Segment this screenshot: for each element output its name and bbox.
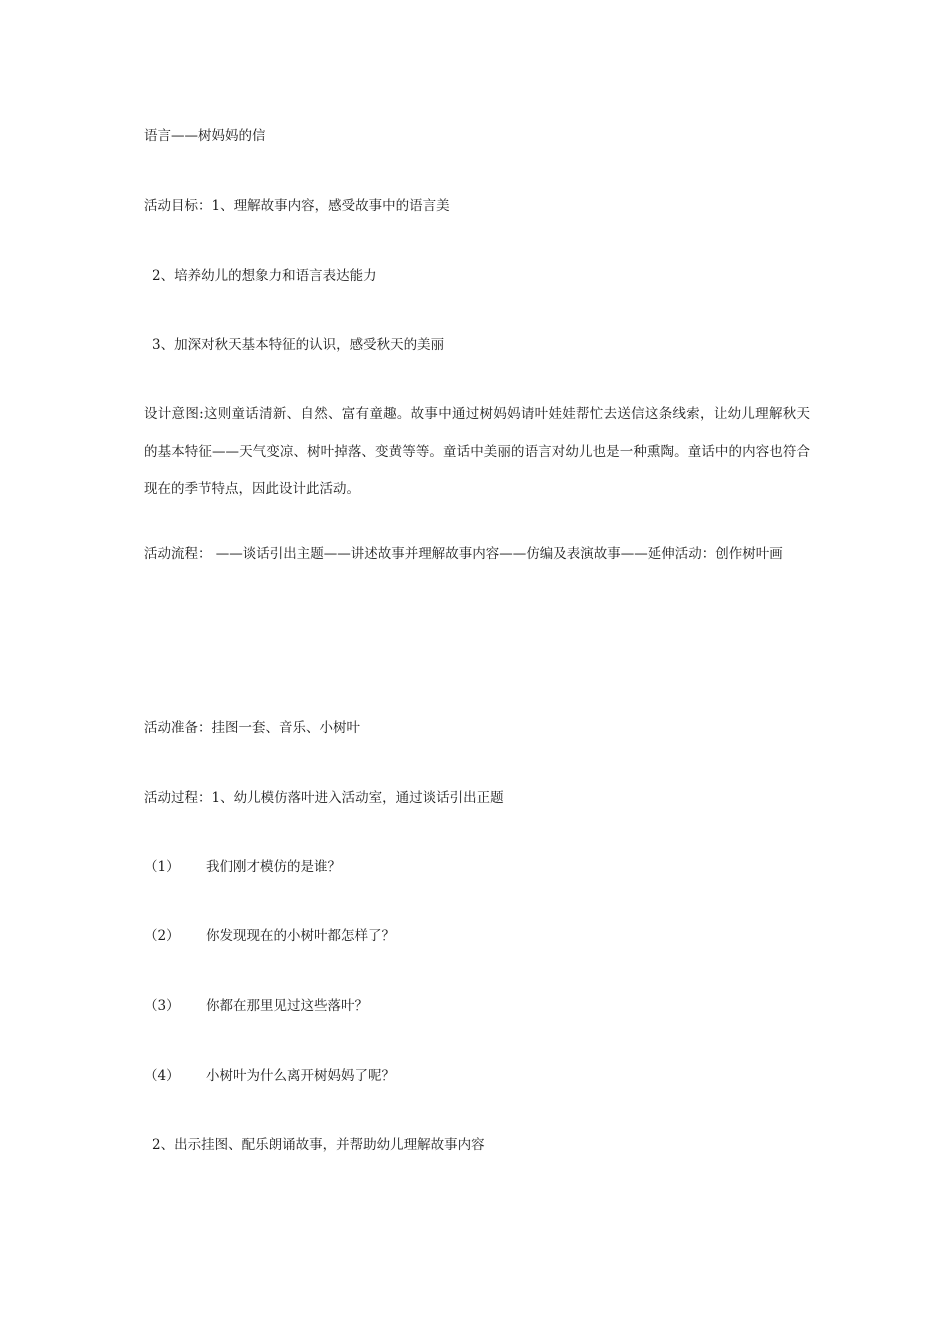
design-intent-paragraph: 设计意图:这则童话清新、自然、富有童趣。故事中通过树妈妈请叶娃娃帮忙去送信这条线索，让幼儿理解秋天的基本特征——天气变凉、树叶掉落、变黄等等。童话中美丽的语言对幼儿也是一种熏陶。童话中的内容也符合现在的季节特点，因此设计此活动。 [144, 406, 810, 497]
question-text: 小树叶为什么离开树妈妈了呢？ [206, 1068, 395, 1084]
goals-line-3: 3、加深对秋天基本特征的认识，感受秋天的美丽 [152, 337, 445, 353]
question-text: 你发现现在的小树叶都怎样了？ [206, 928, 395, 944]
question-text: 你都在那里见过这些落叶？ [206, 998, 368, 1014]
question-item [144, 1066, 395, 1086]
question-number: （3） [144, 998, 180, 1014]
question-item [144, 926, 395, 946]
process-line-1: 活动过程：1、幼儿模仿落叶进入活动室，通过谈话引出正题 [144, 790, 504, 806]
goals-line-1: 活动目标：1、理解故事内容，感受故事中的语言美 [144, 198, 450, 214]
goals-line-2: 2、培养幼儿的想象力和语言表达能力 [152, 268, 377, 284]
process-line-2: 2、出示挂图、配乐朗诵故事，并帮助幼儿理解故事内容 [152, 1137, 485, 1153]
question-number: （4） [144, 1068, 180, 1084]
activity-flow-paragraph: 活动流程： ——谈话引出主题——讲述故事并理解故事内容——仿编及表演故事——延伸活动：创作树叶画 [144, 546, 783, 562]
document-title: 语言——树妈妈的信 [144, 128, 266, 144]
question-item [144, 857, 341, 877]
question-number: （2） [144, 928, 180, 944]
activity-preparation: 活动准备：挂图一套、音乐、小树叶 [144, 720, 360, 736]
question-text: 我们刚才模仿的是谁？ [206, 859, 341, 875]
question-item [144, 996, 368, 1016]
question-number: （1） [144, 859, 180, 875]
